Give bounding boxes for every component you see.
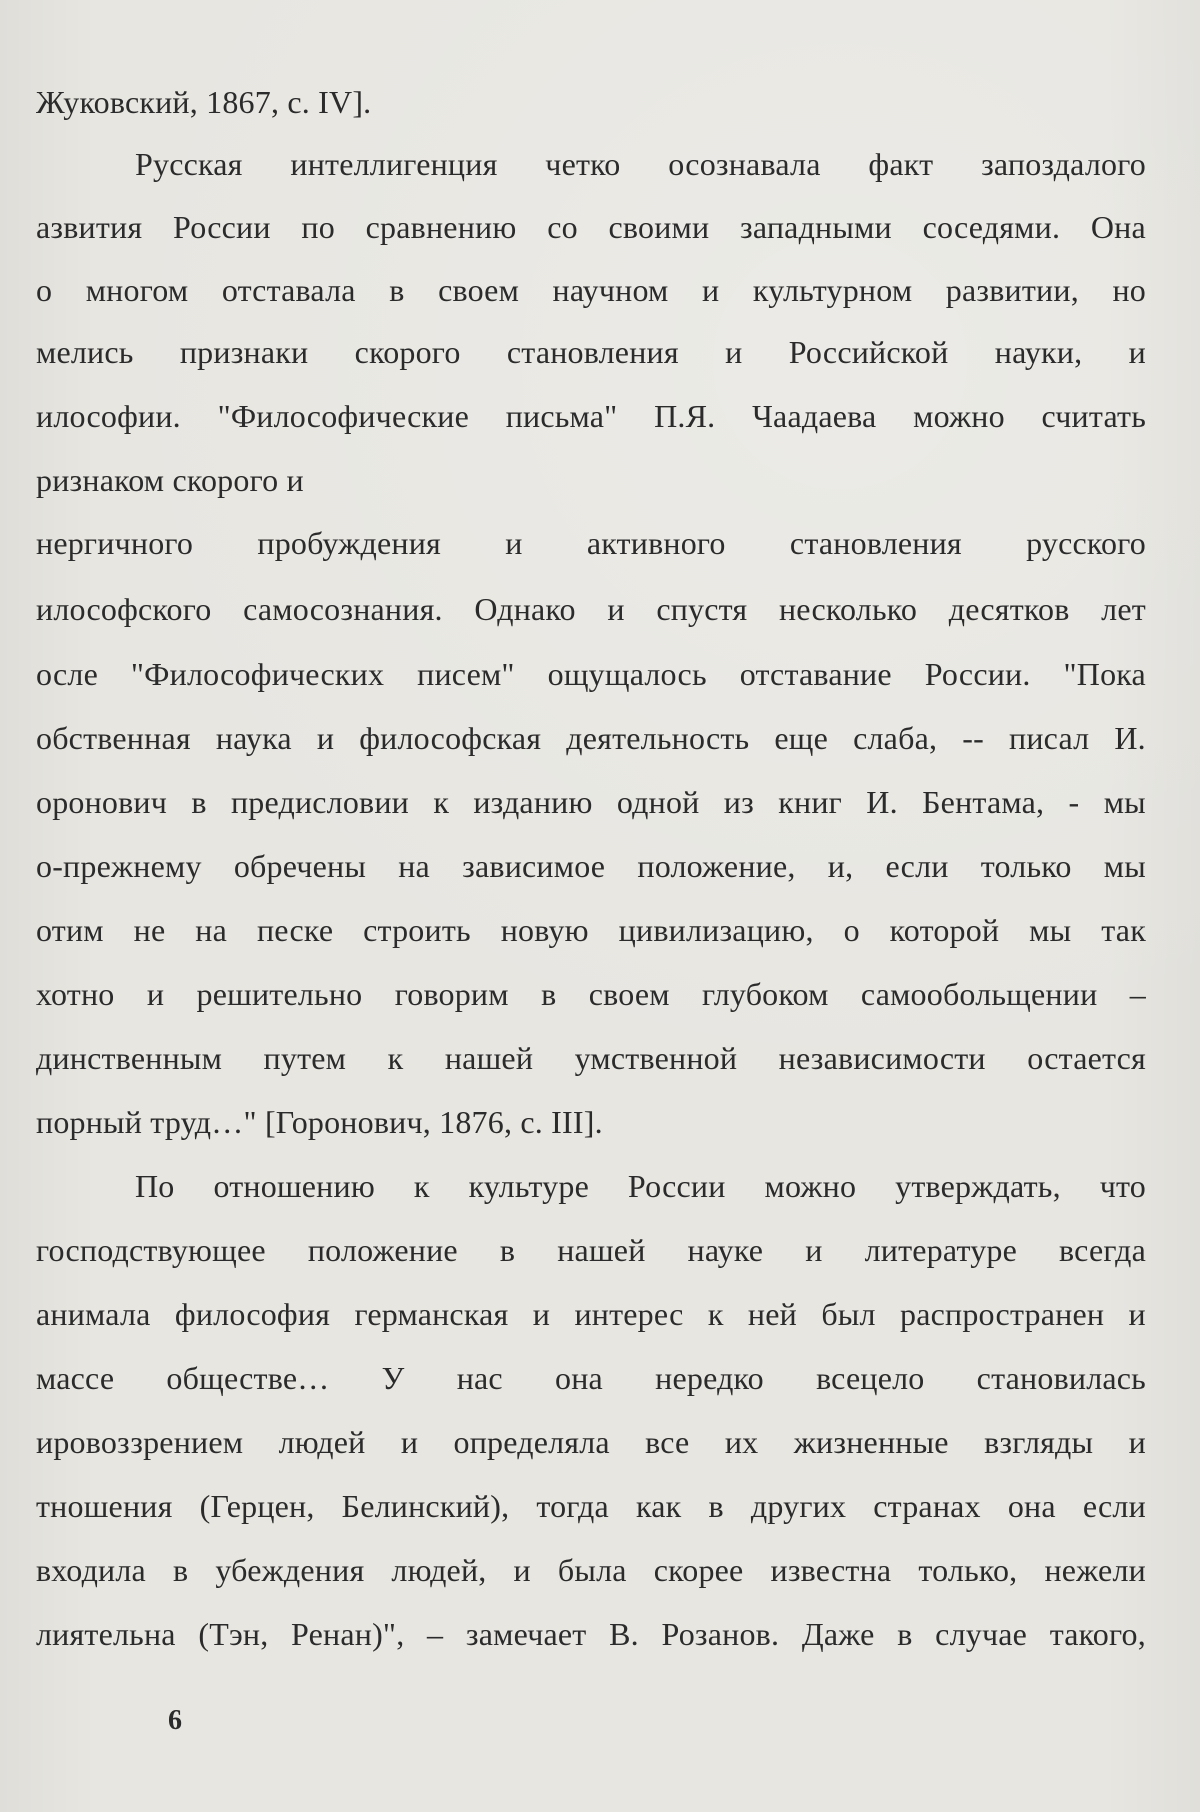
text-line-14: отим не на песке строить новую цивилизацию, о которой мы так [36,912,1146,948]
text-line-11: обственная наука и философская деятельность еще слаба, -- писал И. [36,720,1146,756]
text-line-3: азвития России по сравнению со своими западными соседями. Она [36,209,1146,245]
text-line-5: мелись признаки скорого становления и Российской науки, и [36,334,1146,370]
text-line-21: массе обществе… У нас она нередко всецело становилась [36,1360,1146,1396]
text-line-18: По отношению к культуре России можно утверждать, что [135,1168,1146,1204]
text-line-25: лиятельна (Тэн, Ренан)", – замечает В. Розанов. Даже в случае такого, [36,1616,1146,1652]
text-line-24: входила в убеждения людей, и была скорее известна только, нежели [36,1552,1146,1588]
text-line-17: порный труд…" [Горонович, 1876, с. III]. [36,1104,603,1140]
text-line-8: нергичного пробуждения и активного становления русского [36,525,1146,561]
text-line-9: илософского самосознания. Однако и спустя несколько десятков лет [36,591,1146,627]
text-line-4: о многом отставала в своем научном и культурном развитии, но [36,272,1146,308]
text-line-22: ировоззрением людей и определяла все их жизненные взгляды и [36,1424,1146,1460]
text-line-7: ризнаком скорого и [36,462,304,498]
text-line-2: Русская интеллигенция четко осознавала факт запоздалого [135,146,1146,182]
text-line-20: анимала философия германская и интерес к ней был распространен и [36,1296,1146,1332]
text-line-6: илософии. "Философические письма" П.Я. Чаадаева можно считать [36,398,1146,434]
text-line-13: о-прежнему обречены на зависимое положение, и, если только мы [36,848,1146,884]
text-line-12: оронович в предисловии к изданию одной из книг И. Бентама, - мы [36,784,1146,820]
text-line-10: осле "Философических писем" ощущалось отставание России. "Пока [36,656,1146,692]
text-line-19: господствующее положение в нашей науке и литературе всегда [36,1232,1146,1268]
text-line-1: Жуковский, 1867, с. IV]. [36,84,372,120]
text-line-23: тношения (Герцен, Белинский), тогда как в других странах она если [36,1488,1146,1524]
text-line-16: динственным путем к нашей умственной независимости остается [36,1040,1146,1076]
page-number: 6 [168,1705,182,1736]
text-line-15: хотно и решительно говорим в своем глубоком самообольщении – [36,976,1146,1012]
